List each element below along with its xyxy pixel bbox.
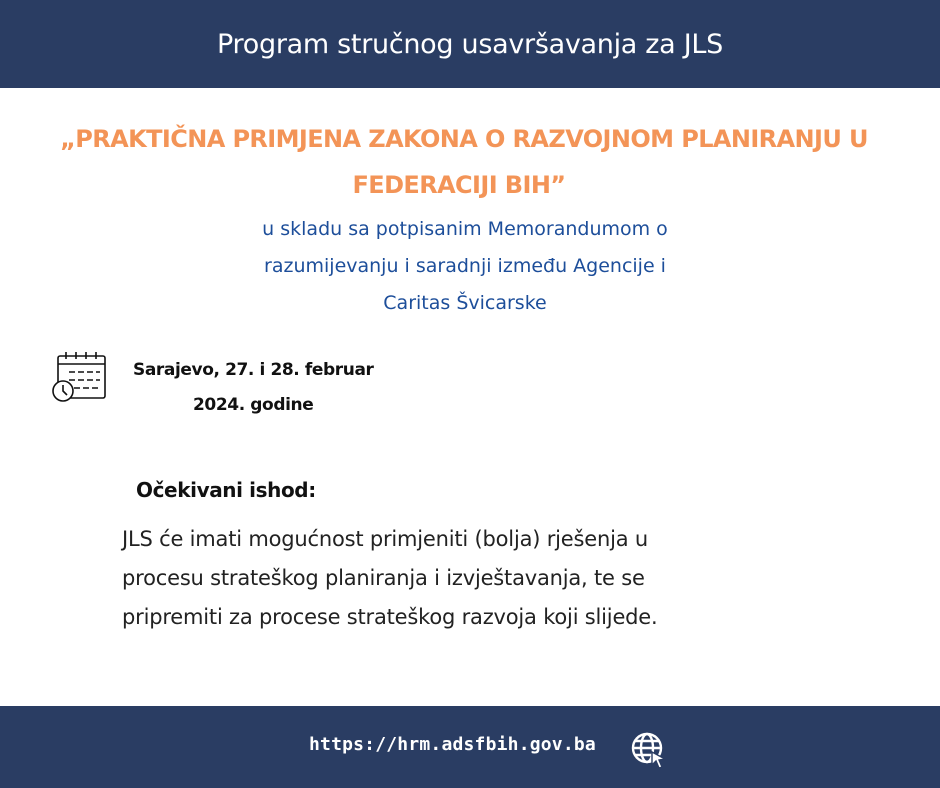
subtitle-line-3: Caritas Švicarske <box>383 292 547 314</box>
outcome-line-2: procesu strateškog planiranja i izvještavanja, te se <box>122 566 645 590</box>
main-title-line-2: FEDERACIJI BIH” <box>352 171 566 199</box>
subtitle-line-2: razumijevanju i saradnji između Agencije i <box>264 255 666 277</box>
globe-cursor-icon[interactable] <box>630 730 670 770</box>
event-date-line-2: 2024. godine <box>193 395 314 415</box>
outcome-heading: Očekivani ishod: <box>136 478 316 502</box>
outcome-body <box>122 520 842 637</box>
main-title-line-1: „PRAKTIČNA PRIMJENA ZAKONA O RAZVOJNOM PLANIRANJU U <box>60 125 868 153</box>
header-bar <box>0 0 940 88</box>
subtitle-line-1: u skladu sa potpisanim Memorandumom o <box>262 218 668 240</box>
event-date <box>130 353 390 423</box>
outcome-line-1: JLS će imati mogućnost primjeniti (bolja) rješenja u <box>122 527 648 551</box>
header-title: Program stručnog usavršavanja za JLS <box>217 28 723 60</box>
event-date-line-1: Sarajevo, 27. i 28. februar <box>133 360 374 380</box>
main-title <box>0 116 940 208</box>
website-link[interactable]: https://hrm.adsfbih.gov.ba <box>309 734 596 755</box>
calendar-clock-icon <box>50 350 108 404</box>
outcome-line-3: pripremiti za procese strateškog razvoja koji slijede. <box>122 605 658 629</box>
subtitle <box>190 211 740 322</box>
